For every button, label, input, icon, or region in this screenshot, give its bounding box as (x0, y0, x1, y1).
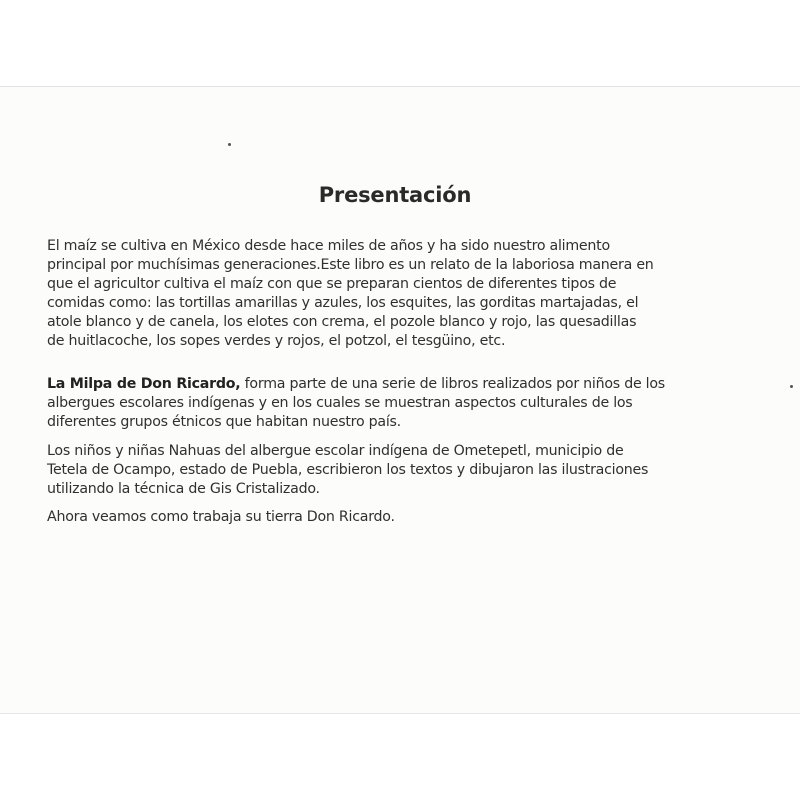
book-title-bold: La Milpa de Don Ricardo, (47, 376, 241, 392)
text-line: Los niños y niñas Nahuas del albergue escolar indígena de Ometepetl, municipio de (47, 443, 624, 459)
text-line (47, 375, 767, 394)
scan-speck (790, 385, 793, 388)
text-line: Tetela de Ocampo, estado de Puebla, escribieron los textos y dibujaron las ilustraciones (47, 462, 649, 478)
text-line: diferentes grupos étnicos que habitan nuestro país. (47, 414, 401, 430)
book-page (0, 86, 800, 714)
text-line: que el agricultor cultiva el maíz con que se preparan cientos de diferentes tipos de (47, 276, 617, 292)
paragraph-series (47, 375, 767, 432)
paragraph-intro (47, 237, 767, 351)
text-line: albergues escolares indígenas y en los cuales se muestran aspectos culturales de los (47, 395, 633, 411)
text-line: de huitlacoche, los sopes verdes y rojos, el potzol, el tesgüino, etc. (47, 333, 506, 349)
text-line: principal por muchísimas generaciones.Este libro es un relato de la laboriosa manera en (47, 257, 654, 273)
text-segment: forma parte de una serie de libros realizados por niños de los (240, 376, 665, 392)
paragraph-authors (47, 442, 767, 499)
text-line: comidas como: las tortillas amarillas y azules, los esquites, las gorditas martajadas, el (47, 295, 639, 311)
page-title: Presentación (318, 183, 472, 207)
text-line: atole blanco y de canela, los elotes con crema, el pozole blanco y rojo, las quesadillas (47, 314, 637, 330)
text-line: Ahora veamos como trabaja su tierra Don Ricardo. (47, 509, 395, 525)
scan-speck (228, 143, 231, 146)
text-line: utilizando la técnica de Gis Cristalizado. (47, 481, 320, 497)
text-line: El maíz se cultiva en México desde hace miles de años y ha sido nuestro alimento (47, 238, 610, 254)
paragraph-closing (47, 508, 767, 527)
